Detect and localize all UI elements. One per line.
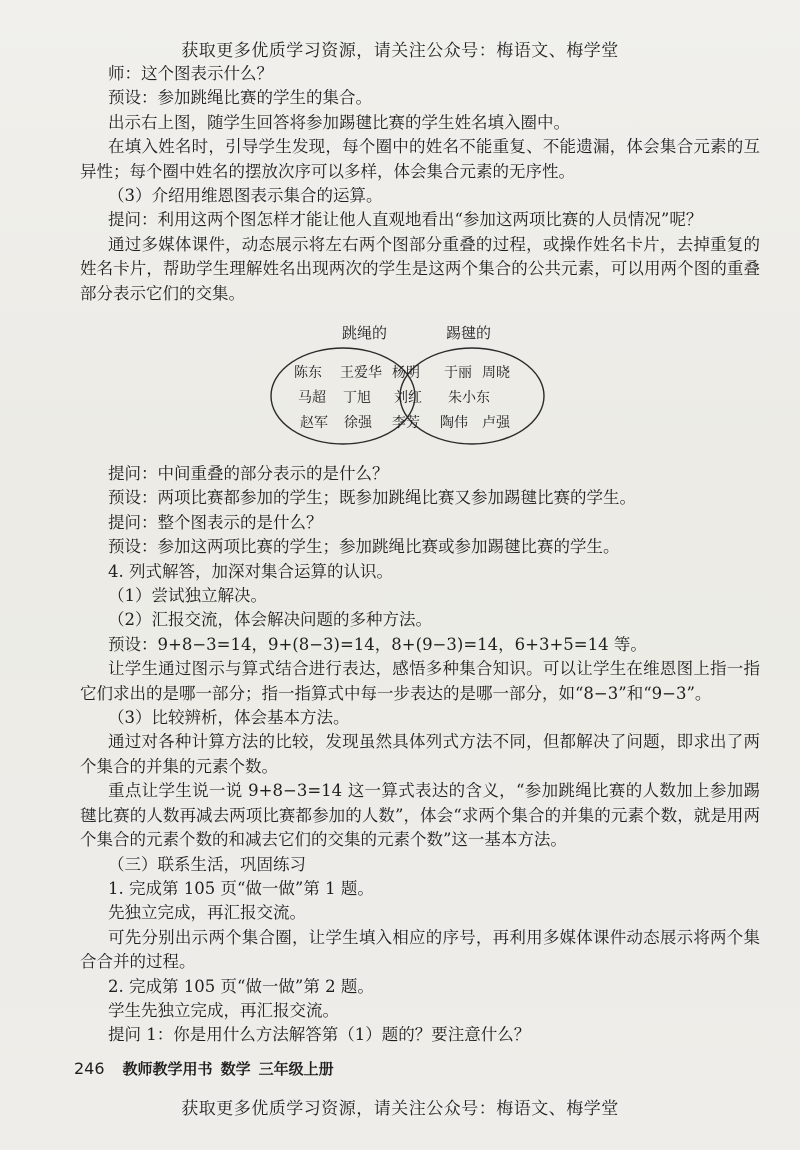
paragraph: 先独立完成，再汇报交流。 <box>108 903 306 923</box>
paragraph: 提问 1：你是用什么方法解答第（1）题的？要注意什么？ <box>108 1025 531 1045</box>
watermark-bottom: 获取更多优质学习资源，请关注公众号：梅语文、梅学堂 <box>181 1099 619 1119</box>
footer-book: 教师教学用书 <box>122 1060 213 1078</box>
venn-name: 丁旭 <box>343 390 371 406</box>
venn-name: 于丽 <box>444 365 472 381</box>
paragraph: （三）联系生活，巩固练习 <box>108 854 306 874</box>
venn-name: 徐强 <box>344 415 372 431</box>
paragraph: 预设：参加跳绳比赛的学生的集合。 <box>108 88 372 108</box>
paragraph: 2. 完成第 105 页“做一做”第 2 题。 <box>108 976 374 996</box>
footer-subject: 数学 <box>220 1060 251 1078</box>
body-text-bottom <box>80 462 760 1048</box>
venn-left-label: 跳绳的 <box>342 324 388 342</box>
paragraph: 提问：利用这两个图怎样才能让他人直观地看出“参加这两项比赛的人员情况”呢？ <box>108 210 703 230</box>
venn-name: 刘红 <box>394 390 422 406</box>
watermark-top: 获取更多优质学习资源，请关注公众号：梅语文、梅学堂 <box>181 41 619 61</box>
paragraph: 提问：整个图表示的是什么？ <box>108 512 323 532</box>
paragraph: 学生先独立完成，再汇报交流。 <box>108 1000 339 1020</box>
paragraph: （3）比较辨析，体会基本方法。 <box>108 708 350 728</box>
paragraph: 通过多媒体课件，动态展示将左右两个图部分重叠的过程，或操作姓名卡片，去掉重复的姓名卡片，帮助学生理解姓名出现两次的学生是这两个集合的公共元素，可以用两个图的重叠部分表示它们的交集。 <box>80 234 760 303</box>
paragraph: 预设：两项比赛都参加的学生；既参加跳绳比赛又参加踢毽比赛的学生。 <box>108 488 636 508</box>
paragraph: 在填入姓名时，引导学生发现，每个圈中的姓名不能重复、不能遗漏，体会集合元素的互异性；每个圈中姓名的摆放次序可以多样，体会集合元素的无序性。 <box>80 137 760 181</box>
venn-name: 朱小东 <box>448 390 490 406</box>
venn-name: 杨明 <box>392 365 420 381</box>
paragraph: 预设：9+8−3=14，9+(8−3)=14，8+(9−3)=14，6+3+5=14 等。 <box>108 634 647 654</box>
footer-grade: 三年级上册 <box>258 1060 334 1078</box>
paragraph: 4. 列式解答，加深对集合运算的认识。 <box>108 561 393 581</box>
paragraph: （2）汇报交流，体会解决问题的多种方法。 <box>108 610 432 630</box>
paragraph: 可先分别出示两个集合圈，让学生填入相应的序号，再利用多媒体课件动态展示将两个集合合并的过程。 <box>80 927 760 972</box>
paragraph: 师：这个图表示什么？ <box>108 64 273 83</box>
paragraph: 让学生通过图示与算式结合进行表达，感悟多种集合知识。可以让学生在维恩图上指一指它们求出的是哪一部分；指一指算式中每一步表达的是哪一部分，如“8−3”和“9−3”。 <box>80 659 760 703</box>
page-footer <box>74 1058 334 1079</box>
paragraph: 预设：参加这两项比赛的学生；参加跳绳比赛或参加踢毽比赛的学生。 <box>108 537 620 557</box>
venn-name: 陶伟 <box>440 415 468 431</box>
body-text-top <box>80 62 760 306</box>
paragraph: （1）尝试独立解决。 <box>108 586 267 606</box>
venn-name: 陈东 <box>294 365 322 381</box>
paragraph: 重点让学生说一说 9+8−3=14 这一算式表达的含义，“参加跳绳比赛的人数加上参加踢毽比赛的人数再减去两项比赛都参加的人数”，体会“求两个集合的并集的元素个数，就是用两个集合的元素个数的和减去它们的交集的元素个数”这一基本方法。 <box>80 781 760 850</box>
paragraph: 提问：中间重叠的部分表示的是什么？ <box>108 464 389 483</box>
paragraph: （3）介绍用维恩图表示集合的运算。 <box>108 186 383 206</box>
venn-name: 马超 <box>298 390 326 406</box>
venn-name: 周晓 <box>482 365 510 381</box>
paragraph: 1. 完成第 105 页“做一做”第 1 题。 <box>108 878 374 898</box>
venn-diagram <box>268 322 558 452</box>
venn-name: 王爱华 <box>340 365 382 381</box>
venn-right-label: 踢毽的 <box>446 324 492 342</box>
paragraph: 出示右上图，随学生回答将参加踢毽比赛的学生姓名填入圈中。 <box>108 112 570 132</box>
venn-name: 李芳 <box>392 415 420 431</box>
paragraph: 通过对各种计算方法的比较，发现虽然具体列式方法不同，但都解决了问题，即求出了两个集合的并集的元素个数。 <box>80 732 760 776</box>
page-number: 246 <box>74 1059 105 1078</box>
venn-name: 卢强 <box>482 415 510 431</box>
venn-name: 赵军 <box>300 415 328 431</box>
